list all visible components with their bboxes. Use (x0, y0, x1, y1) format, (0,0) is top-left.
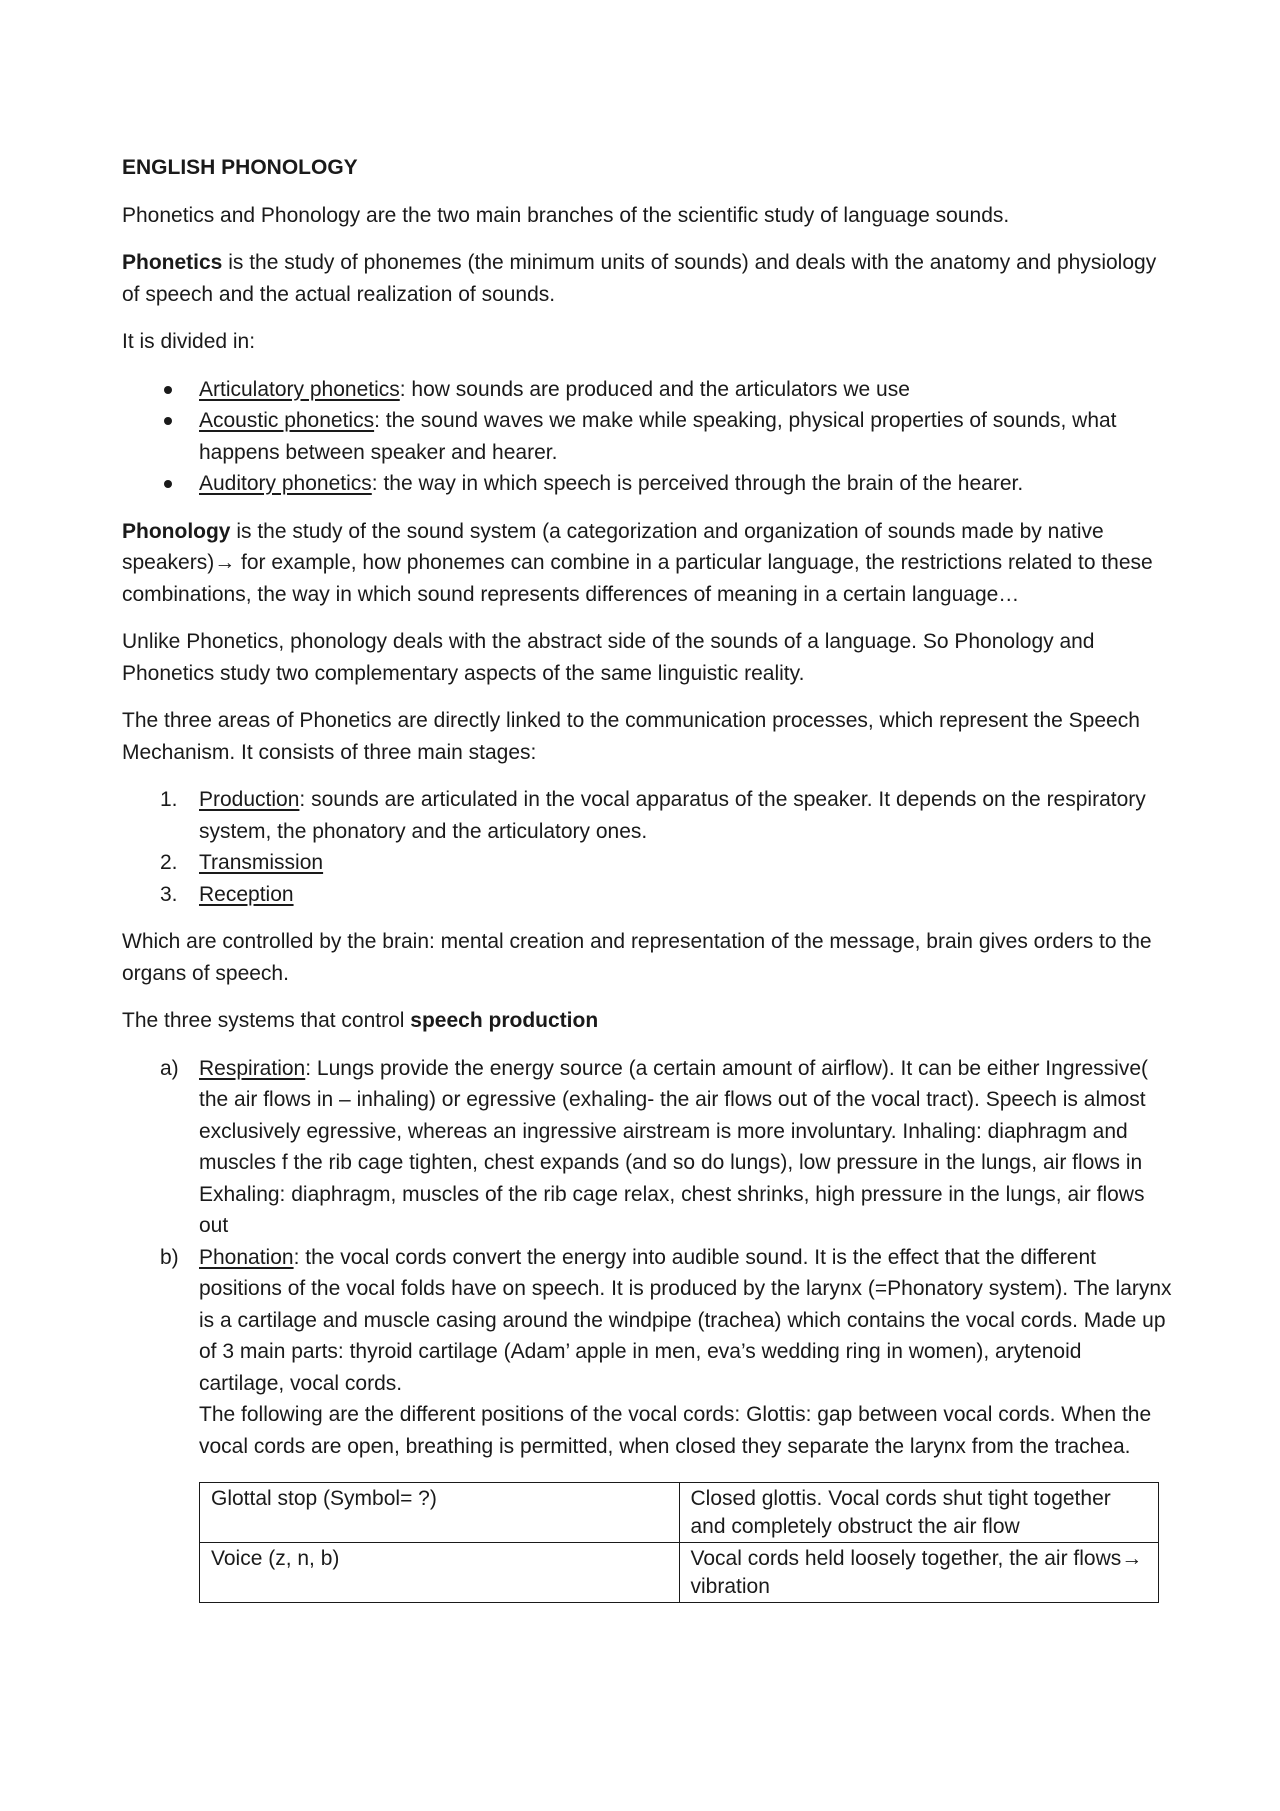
list-item (122, 1242, 1172, 1463)
brain-paragraph: Which are controlled by the brain: mental creation and representation of the message, brain gives orders to the organs of speech. (122, 930, 1152, 985)
branch-text: : how sounds are produced and the articulators we use (399, 377, 910, 401)
systems-intro-paragraph (122, 1005, 1172, 1037)
list-item (122, 468, 1172, 500)
stage-text: : sounds are articulated in the vocal apparatus of the speaker. It depends on the respiratory system, the phonatory and the articulatory ones. (199, 788, 1146, 843)
list-item (122, 1053, 1172, 1242)
list-item (122, 374, 1172, 406)
divided-in-paragraph: It is divided in: (122, 330, 256, 353)
system-extra: The following are the different positions of the vocal cords: Glottis: gap between vocal cords. When the vocal cords are open, breathing is permitted, when closed they separate the larynx from the trachea. (199, 1403, 1152, 1458)
branch-text: : the sound waves we make while speaking, physical properties of sounds, what happens between speaker and hearer. (199, 409, 1117, 464)
bullet-icon (164, 480, 172, 488)
systems-list (122, 1053, 1172, 1463)
list-number: 3. (160, 882, 178, 906)
phonetics-definition: is the study of phonemes (the minimum units of sounds) and deals with the anatomy and physiology of speech and the actual realization of sounds. (122, 251, 1157, 306)
list-letter: b) (160, 1245, 179, 1269)
table-cell-position: Voice (z, n, b) (200, 1543, 680, 1603)
stage-term: Transmission (199, 851, 324, 874)
system-extra: Exhaling: diaphragm, muscles of the rib cage relax, chest shrinks, high pressure in the lungs, air flows out (199, 1182, 1145, 1237)
intro-paragraph: Phonetics and Phonology are the two main branches of the scientific study of language sounds. (122, 203, 1010, 227)
stages-list (122, 784, 1172, 910)
list-item (122, 784, 1172, 847)
branch-term: Acoustic phonetics (199, 409, 375, 432)
page-title: ENGLISH PHONOLOGY (122, 156, 358, 179)
branch-text: : the way in which speech is perceived through the brain of the hearer. (371, 472, 1024, 495)
list-number: 2. (160, 851, 178, 874)
phonetics-branches-list (122, 374, 1172, 500)
bullet-icon (164, 417, 172, 425)
table-row (200, 1483, 1159, 1543)
phonology-definition: is the study of the sound system (a categorization and organization of sounds made by native speakers)→ for example, how phonemes can combine in a particular language, the restrictions related to these combinations, the way in which sound represents differences of meaning in a certain language… (122, 519, 1153, 606)
phonetics-term: Phonetics (122, 251, 223, 274)
phonology-term: Phonology (122, 519, 231, 543)
document-body (122, 152, 1172, 1603)
system-text: : Lungs provide the energy source (a certain amount of airflow). It can be either Ingressive( the air flows in – inhaling) or egressive (exhaling- the air flows out of the vocal tract). Speech is almost exclusively egressive, whereas an ingressive airstream is more involuntary. Inhaling: diaphragm and muscles f the rib cage tighten, chest expands (and so do lungs), low pressure in the lungs, air flows in (199, 1056, 1149, 1174)
list-number: 1. (160, 788, 178, 811)
bullet-icon (164, 386, 172, 394)
branch-term: Auditory phonetics (199, 472, 372, 495)
list-item (122, 847, 1172, 879)
table-cell-position: Glottal stop (Symbol= ?) (200, 1483, 680, 1543)
phonetics-paragraph (122, 247, 1172, 310)
stage-term: Production (199, 788, 300, 811)
system-term: Phonation (199, 1245, 294, 1269)
vocal-cord-positions-table (199, 1482, 1159, 1603)
table-row (200, 1543, 1159, 1603)
system-term: Respiration (199, 1056, 306, 1080)
unlike-paragraph: Unlike Phonetics, phonology deals with the abstract side of the sounds of a language. So Phonology and Phonetics study two complementary aspects of the same linguistic reality. (122, 630, 1095, 685)
stage-term: Reception (199, 882, 294, 906)
table-cell-description: Vocal cords held loosely together, the air flows→ vibration (679, 1543, 1159, 1603)
systems-intro-bold: speech production (410, 1009, 599, 1032)
three-areas-paragraph: The three areas of Phonetics are directly linked to the communication processes, which represent the Speech Mechanism. It consists of three main stages: (122, 709, 1140, 764)
phonology-paragraph (122, 516, 1172, 611)
list-letter: a) (160, 1056, 179, 1080)
list-item (122, 879, 1172, 911)
system-text: : the vocal cords convert the energy into audible sound. It is the effect that the different positions of the vocal folds have on speech. It is produced by the larynx (=Phonatory system). The larynx is a cartilage and muscle casing around the windpipe (trachea) which contains the vocal cords. Made up of 3 main parts: thyroid cartilage (Adam’ apple in men, eva’s wedding ring in women), arytenoid cartilage, vocal cords. (199, 1245, 1172, 1395)
list-item (122, 405, 1172, 468)
branch-term: Articulatory phonetics (199, 377, 400, 401)
systems-intro-text: The three systems that control (122, 1009, 411, 1032)
table-cell-description: Closed glottis. Vocal cords shut tight together and completely obstruct the air flow (679, 1483, 1159, 1543)
